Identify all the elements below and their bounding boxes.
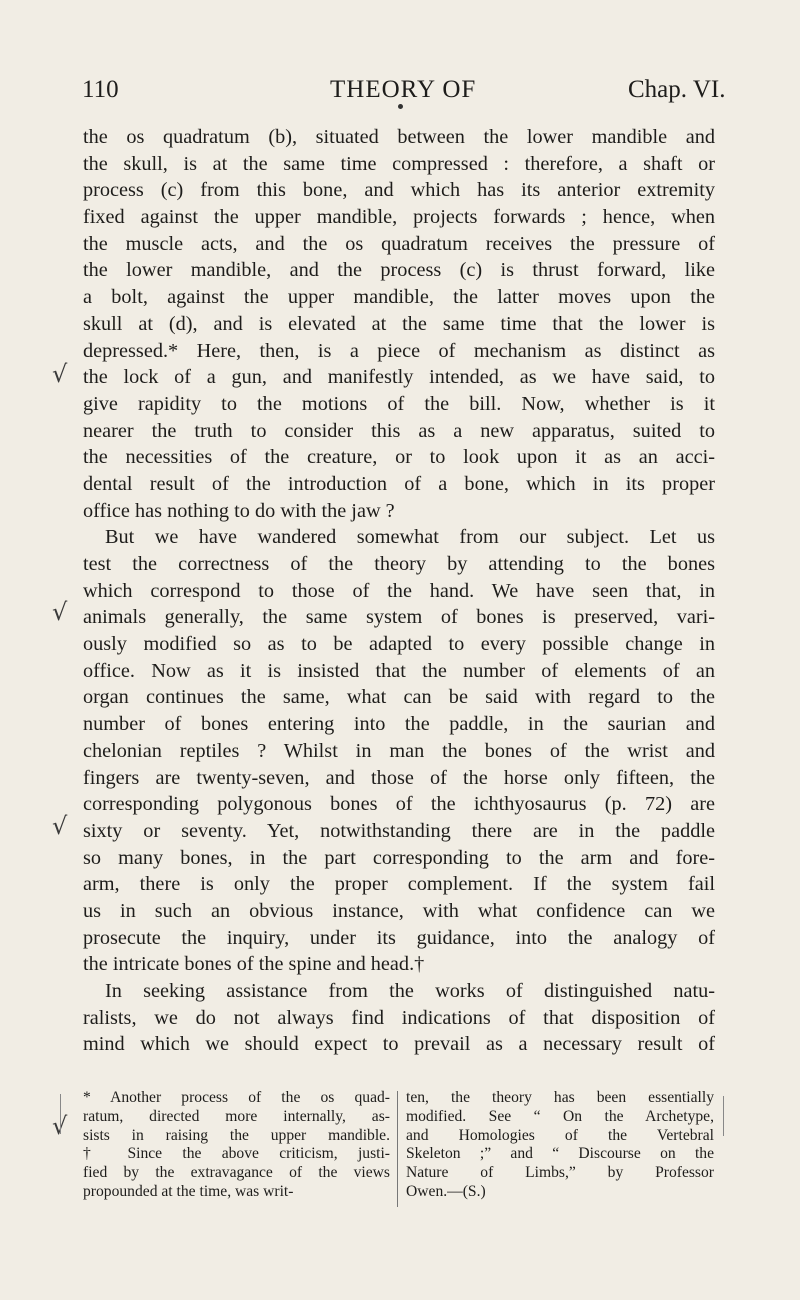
running-title: THEORY OF <box>330 76 477 103</box>
text-line: the lock of a gun, and manifestly intended, as we have said, to <box>83 366 715 389</box>
text-line: In seeking assistance from the works of distinguished natu- <box>105 980 715 1002</box>
text-line: fixed against the upper mandible, projects forwards ; hence, when <box>83 206 715 229</box>
text-line: fingers are twenty-seven, and those of the horse only fifteen, the <box>83 766 715 789</box>
header-dot <box>398 104 403 109</box>
check-mark: √ <box>52 812 68 840</box>
text-line: a bolt, against the upper mandible, the latter moves upon the <box>83 286 715 309</box>
body-text <box>83 124 715 1058</box>
paragraph-2 <box>83 524 715 978</box>
text-line: chelonian reptiles ? Whilst in man the bones of the wrist and <box>83 739 715 762</box>
text-line: so many bones, in the part corresponding to the arm and fore- <box>83 846 715 869</box>
text-line: mind which we should expect to prevail as a necessary result of <box>83 1033 715 1056</box>
paragraph-3 <box>83 978 715 1058</box>
text-line: the necessities of the creature, or to look upon it as an acci- <box>83 446 715 469</box>
text-line: the skull, is at the same time compressed : therefore, a shaft or <box>83 152 715 175</box>
text-line: ralists, we do not always find indications of that disposition of <box>83 1006 715 1029</box>
text-line: give rapidity to the motions of the bill. Now, whether is it <box>83 392 715 415</box>
chapter-label: Chap. VI. <box>628 76 726 103</box>
footnote-line: Skeleton ;” and “ Discourse on the <box>406 1145 714 1163</box>
text-line: the os quadratum (b), situated between the lower mandible and <box>83 126 715 148</box>
page-header <box>0 76 800 106</box>
check-mark: √ <box>52 598 68 626</box>
text-line: sixty or seventy. Yet, notwithstanding there are in the paddle <box>83 819 715 842</box>
text-line: us in such an obvious instance, with what confidence can we <box>83 899 715 922</box>
text-line: arm, there is only the proper complement. If the system fail <box>83 873 715 896</box>
text-line: skull at (d), and is elevated at the same time that the lower is <box>83 312 715 335</box>
text-line: the intricate bones of the spine and head.† <box>83 953 425 976</box>
text-line: organ continues the same, what can be said with regard to the <box>83 686 715 709</box>
page-number: 110 <box>82 76 119 103</box>
text-line: test the correctness of the theory by attending to the bones <box>83 553 715 575</box>
text-line: depressed.* Here, then, is a piece of mechanism as distinct as <box>83 339 715 362</box>
text-line: nearer the truth to consider this as a new apparatus, suited to <box>83 419 715 442</box>
margin-bracket <box>60 1094 65 1134</box>
footnote-divider <box>397 1091 398 1207</box>
text-line: animals generally, the same system of bones is preserved, vari- <box>83 606 715 629</box>
text-line: office. Now as it is insisted that the number of elements of an <box>83 659 715 682</box>
text-line: the lower mandible, and the process (c) is thrust forward, like <box>83 259 715 282</box>
margin-bracket <box>723 1096 728 1136</box>
footnote-line: ratum, directed more internally, as- <box>83 1107 390 1125</box>
footnote-column-left <box>83 1089 390 1202</box>
footnote-line: ten, the theory has been essentially <box>406 1089 714 1106</box>
footnote-line: and Homologies of the Vertebral <box>406 1126 714 1144</box>
footnote-line: Nature of Limbs,” by Professor <box>406 1164 714 1182</box>
paragraph-1 <box>83 124 715 524</box>
text-line: dental result of the introduction of a bone, which in its proper <box>83 472 715 495</box>
footnote-line: fied by the extravagance of the views <box>83 1164 390 1182</box>
footnote-column-right <box>406 1089 714 1202</box>
text-line: ously modified so as to be adapted to every possible change in <box>83 633 715 656</box>
footnote-line: * Another process of the os quad- <box>83 1089 390 1106</box>
check-mark: √ <box>52 1112 68 1140</box>
text-line: prosecute the inquiry, under its guidance, into the analogy of <box>83 926 715 949</box>
text-line: process (c) from this bone, and which has its anterior extremity <box>83 179 715 202</box>
text-line: But we have wandered somewhat from our subject. Let us <box>105 526 715 549</box>
text-line: the muscle acts, and the os quadratum receives the pressure of <box>83 232 715 255</box>
check-mark: √ <box>52 360 68 388</box>
footnote-line: sists in raising the upper mandible. <box>83 1126 390 1144</box>
text-line: corresponding polygonous bones of the ichthyosaurus (p. 72) are <box>83 793 715 816</box>
text-line: office has nothing to do with the jaw ? <box>83 499 395 522</box>
footnote-line: propounded at the time, was writ- <box>83 1182 294 1200</box>
footnote-line: modified. See “ On the Archetype, <box>406 1107 714 1125</box>
text-line: which correspond to those of the hand. We have seen that, in <box>83 579 715 602</box>
footnote-line: Owen.—(S.) <box>406 1182 486 1200</box>
footnote-line: † Since the above criticism, justi- <box>83 1145 390 1163</box>
text-line: number of bones entering into the paddle, in the saurian and <box>83 713 715 736</box>
